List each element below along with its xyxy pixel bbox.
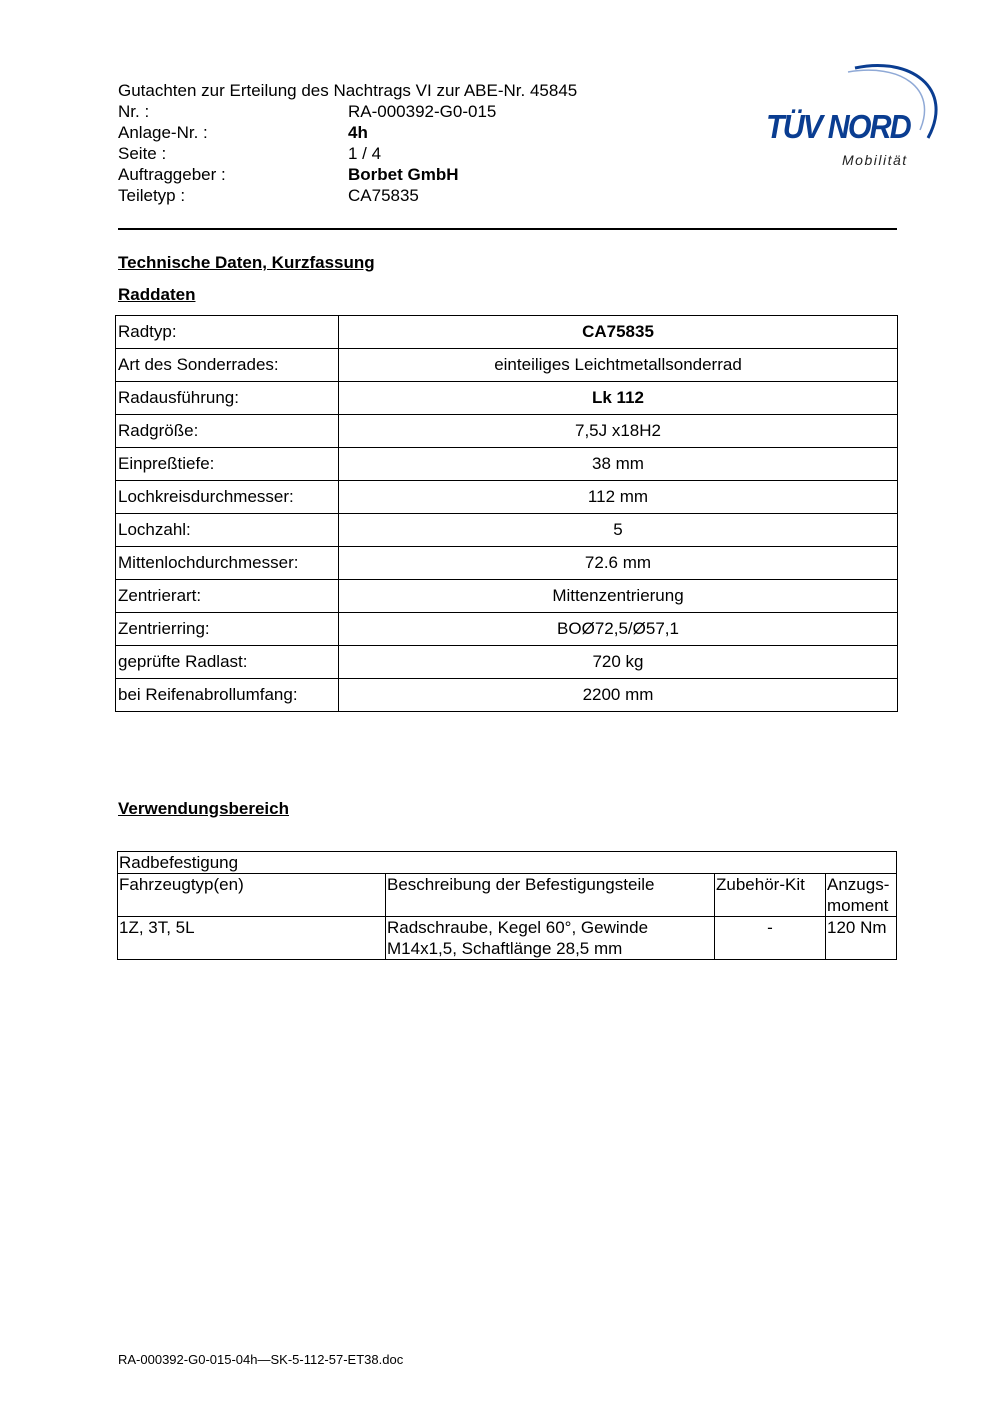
meta-value: 1 / 4 [348, 144, 382, 163]
row-label: Zentrierring: [116, 613, 339, 646]
table-row [116, 580, 898, 613]
row-value: BOØ72,5/Ø57,1 [339, 613, 898, 646]
tuv-nord-logo [760, 58, 945, 173]
row-label: Art des Sonderrades: [116, 349, 339, 382]
table-row [116, 316, 898, 349]
row-value: 38 mm [339, 448, 898, 481]
table-row [116, 547, 898, 580]
meta-value: RA-000392-G0-015 [348, 102, 497, 121]
row-label: Radgröße: [116, 415, 339, 448]
meta-value: 4h [348, 123, 368, 142]
header-beschreibung: Beschreibung der Befestigungsteile [386, 874, 715, 917]
meta-label: Teiletyp : [118, 186, 186, 205]
row-label: Zentrierart: [116, 580, 339, 613]
header-fahrzeugtyp: Fahrzeugtyp(en) [118, 874, 386, 917]
cell-beschreibung-line1: Radschraube, Kegel 60°, Gewinde [387, 918, 649, 937]
row-label: Lochkreisdurchmesser: [116, 481, 339, 514]
meta-row-anlage [118, 122, 678, 143]
section-heading-verwendung: Verwendungsbereich [118, 799, 289, 818]
meta-label: Anlage-Nr. : [118, 123, 208, 142]
section-heading-raddaten: Raddaten [118, 285, 196, 304]
section-heading-summary: Technische Daten, Kurzfassung [118, 253, 375, 272]
table-row [116, 382, 898, 415]
meta-row-nr [118, 101, 678, 122]
footer-filename: RA-000392-G0-015-04h—SK-5-112-57-ET38.doc [118, 1352, 404, 1367]
row-label: geprüfte Radlast: [116, 646, 339, 679]
document-title: Gutachten zur Erteilung des Nachtrags VI zur ABE-Nr. 45845 [118, 81, 578, 100]
cell-beschreibung [386, 917, 715, 960]
header-anzugsmoment-line1: Anzugs- [827, 875, 890, 894]
document-header [118, 80, 678, 206]
row-label: Radausführung: [116, 382, 339, 415]
table-row [118, 917, 897, 960]
header-divider [118, 228, 897, 230]
row-value: 720 kg [339, 646, 898, 679]
table-row [116, 415, 898, 448]
row-value: Lk 112 [339, 382, 898, 415]
table-caption-row [118, 852, 897, 874]
logo-brand: TÜV NORD [766, 108, 910, 145]
row-label: Einpreßtiefe: [116, 448, 339, 481]
row-value: Mittenzentrierung [339, 580, 898, 613]
row-value: 5 [339, 514, 898, 547]
meta-value: CA75835 [348, 186, 419, 205]
cell-anzugsmoment: 120 Nm [826, 917, 897, 960]
row-value: 7,5J x18H2 [339, 415, 898, 448]
row-label: Mittenlochdurchmesser: [116, 547, 339, 580]
cell-beschreibung-line2: M14x1,5, Schaftlänge 28,5 mm [387, 939, 623, 958]
row-value: 2200 mm [339, 679, 898, 712]
table-caption: Radbefestigung [118, 852, 897, 874]
row-value: CA75835 [339, 316, 898, 349]
verwendung-table [117, 851, 897, 960]
row-label: Lochzahl: [116, 514, 339, 547]
table-row [116, 514, 898, 547]
table-row [116, 679, 898, 712]
table-row [116, 349, 898, 382]
meta-row-auftraggeber [118, 164, 678, 185]
meta-row-teiletyp [118, 185, 678, 206]
row-value: einteiliges Leichtmetallsonderrad [339, 349, 898, 382]
table-row [116, 646, 898, 679]
raddaten-table [115, 315, 898, 712]
table-header-row [118, 874, 897, 917]
row-label: Radtyp: [116, 316, 339, 349]
cell-fahrzeugtyp: 1Z, 3T, 5L [118, 917, 386, 960]
header-zubehoer-kit: Zubehör-Kit [715, 874, 826, 917]
table-row [116, 613, 898, 646]
row-value: 72.6 mm [339, 547, 898, 580]
meta-row-seite [118, 143, 678, 164]
meta-label: Seite : [118, 144, 167, 163]
logo-subtitle: Mobilität [842, 152, 908, 168]
header-anzugsmoment [826, 874, 897, 917]
cell-zubehoer-kit: - [715, 917, 826, 960]
header-anzugsmoment-line2: moment [827, 896, 889, 915]
table-row [116, 448, 898, 481]
row-label: bei Reifenabrollumfang: [116, 679, 339, 712]
meta-label: Nr. : [118, 102, 150, 121]
row-value: 112 mm [339, 481, 898, 514]
meta-label: Auftraggeber : [118, 165, 226, 184]
meta-value: Borbet GmbH [348, 165, 459, 184]
table-row [116, 481, 898, 514]
